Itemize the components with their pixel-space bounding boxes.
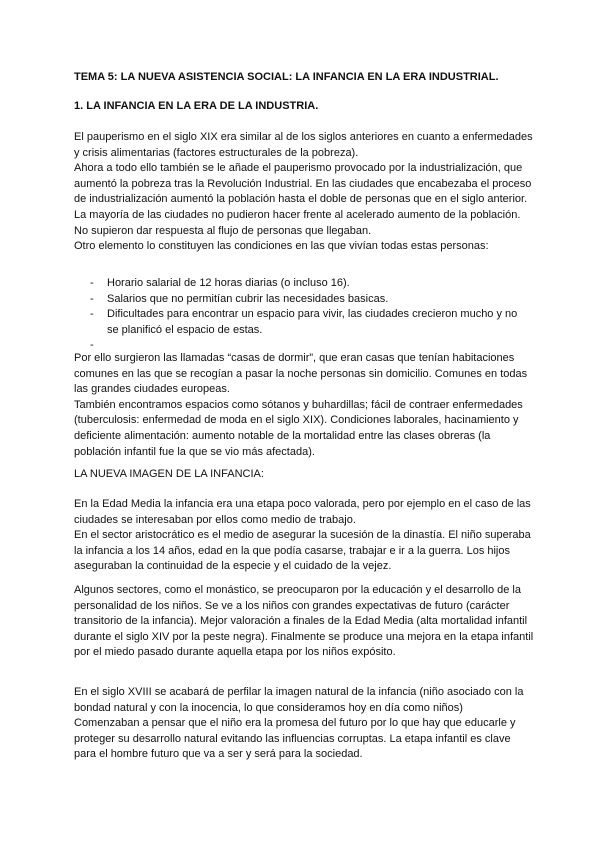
body-paragraph: Por ello surgieron las llamadas “casas de dormir”, que eran casas que tenían habitaciones comunes en las que se recogían a pasar la noche personas sin domicilio. Comunes en todas las grandes ciudades europeas. — [74, 352, 528, 396]
monastico-paragraph — [74, 583, 534, 661]
subheading: LA NUEVA IMAGEN DE LA INFANCIA: — [74, 468, 264, 480]
bullet-dash: - — [90, 339, 94, 352]
bullet-dash: - — [90, 292, 94, 305]
edad-media-paragraphs — [74, 497, 534, 575]
body-paragraph: En el siglo XVIII se acabará de perfilar la imagen natural de la infancia (niño asociado con la bondad natural y con la inocencia, lo que consideramos hoy en día como niños) — [74, 686, 524, 714]
siglo-xviii-paragraphs — [74, 685, 534, 763]
list-item: - Salarios que no permitían cubrir las necesidades basicas. — [90, 292, 530, 308]
list-item: - Horario salarial de 12 horas diarias (o incluso 16). — [90, 276, 530, 292]
body-paragraph: También encontramos espacios como sótanos y buhardillas; fácil de contraer enfermedades (tuberculosis: enfermedad de moda en el siglo XIX). Condiciones laborales, hacinamiento y deficiente alimentación: aumento notable de la mortalidad entre las clases obreras (la población infantil fue la que se vio más afectada). — [74, 398, 523, 458]
intro-paragraph: El pauperismo en el siglo XIX era similar al de los siglos anteriores en cuanto a enfermedades y crisis alimentarias (factores estructurales de la pobreza). — [74, 131, 533, 159]
intro-paragraphs — [74, 130, 534, 255]
after-list-paragraphs — [74, 351, 534, 460]
document-title: TEMA 5: LA NUEVA ASISTENCIA SOCIAL: LA INFANCIA EN LA ERA INDUSTRIAL. — [74, 71, 499, 83]
conditions-list — [90, 276, 530, 354]
intro-paragraph: Ahora a todo ello también se le añade el pauperismo provocado por la industrialización, que aumentó la pobreza tras la Revolución Industrial. En las ciudades que encabezaba el proceso de industrialización aumentó la población hasta el doble de personas que en el siglo anterior. — [74, 162, 532, 206]
list-item: - Dificultades para encontrar un espacio para vivir, las ciudades crecieron mucho y no se planificó el espacio de estas. — [90, 308, 518, 336]
body-paragraph: En la Edad Media la infancia era una etapa poco valorada, pero por ejemplo en el caso de las ciudades se interesaban por ellos como medio de trabajo. — [74, 498, 531, 526]
intro-paragraph: La mayoría de las ciudades no pudieron hacer frente al acelerado aumento de la población. No supieron dar respuesta al flujo de personas que llegaban. — [74, 208, 521, 237]
intro-paragraph: Otro elemento lo constituyen las condiciones en las que vivían todas estas personas: — [74, 240, 489, 253]
body-paragraph: Comenzaban a pensar que el niño era la promesa del futuro por lo que hay que educarle y proteger su desarrollo natural evitando las influencias corruptas. La etapa infantil es clave para el hombre futuro que va a ser y será para la sociedad. — [74, 717, 516, 761]
body-paragraph: En el sector aristocrático es el medio de asegurar la sucesión de la dinastía. El niño superaba la infancia a los 14 años, edad en la que podía casarse, trabajar e ir a la guerra. Los hijos aseguraban la continuidad de la especie y el cuidado de la vejez. — [74, 529, 531, 573]
section-heading: 1. LA INFANCIA EN LA ERA DE LA INDUSTRIA. — [74, 100, 319, 112]
bullet-dash: - — [90, 277, 94, 289]
body-paragraph: Algunos sectores, como el monástico, se preocuparon por la educación y el desarrollo de la personalidad de los niños. Se ve a los niños con grandes expectativas de futuro (carácter transitorio de la infancia). Mejor valoración a finales de la Edad Media (alta mortalidad infantil durante el siglo XIV por la peste negra). Finalmente se produce una mejora en la etapa infantil por el miedo pasado durante aquella etapa por los niños expósito. — [74, 584, 534, 659]
bullet-dash: - — [90, 308, 94, 321]
